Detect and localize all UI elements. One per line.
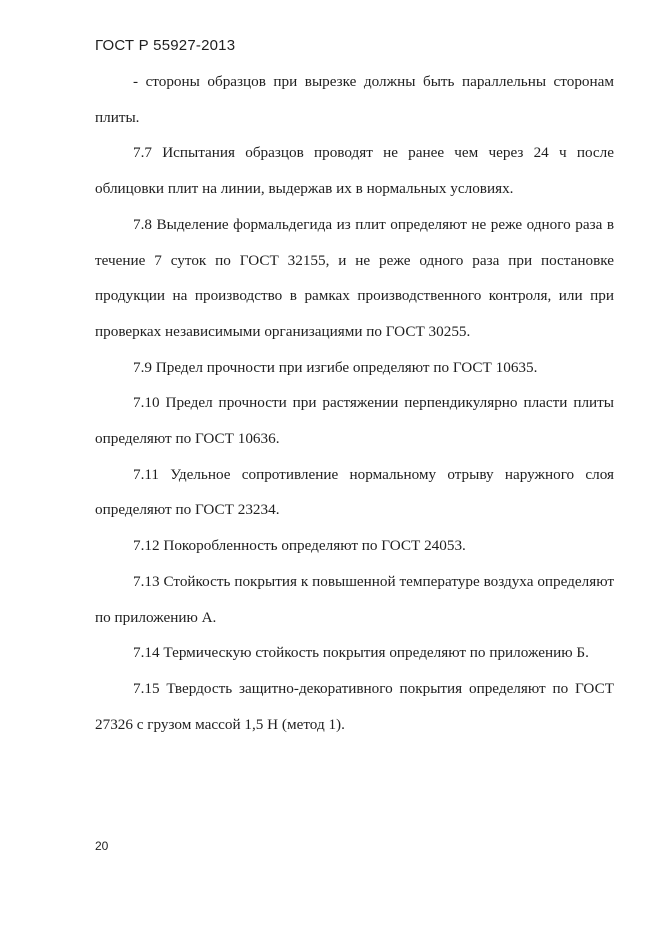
paragraph-7-12: 7.12 Покоробленность определяют по ГОСТ 24053. bbox=[133, 537, 466, 555]
paragraph-7-8: 7.8 Выделение формальдегида из плит определяют не реже одного раза в течение 7 суток по ГОСТ 32155, и не реже одного раза при постановке продукции на производство в рамках производственного контроля, или при проверках независимыми организациями по ГОСТ 30255. bbox=[95, 215, 614, 340]
paragraph-7-11: 7.11 Удельное сопротивление нормальному отрыву наружного слоя определяют по ГОСТ 23234. bbox=[95, 465, 614, 519]
paragraph-7-9: 7.9 Предел прочности при изгибе определяют по ГОСТ 10635. bbox=[133, 358, 538, 376]
page-header-standard-code: ГОСТ Р 55927-2013 bbox=[95, 37, 236, 54]
paragraph-7-14: 7.14 Термическую стойкость покрытия определяют по приложению Б. bbox=[133, 644, 589, 662]
page-number: 20 bbox=[95, 839, 109, 853]
paragraph-7-13: 7.13 Стойкость покрытия к повышенной температуре воздуха определяют по приложению А. bbox=[95, 572, 614, 626]
paragraph-sides-parallel: - стороны образцов при вырезке должны быть параллельны сторонам плиты. bbox=[95, 73, 614, 126]
document-body bbox=[95, 64, 614, 742]
paragraph-7-10: 7.10 Предел прочности при растяжении перпендикулярно пласти плиты определяют по ГОСТ 10636. bbox=[95, 394, 614, 448]
paragraph-7-15: 7.15 Твердость защитно-декоративного покрытия определяют по ГОСТ 27326 с грузом массой 1,5 Н (метод 1). bbox=[95, 679, 614, 733]
paragraph-7-7: 7.7 Испытания образцов проводят не ранее чем через 24 ч после облицовки плит на линии, выдержав их в нормальных условиях. bbox=[95, 144, 614, 198]
